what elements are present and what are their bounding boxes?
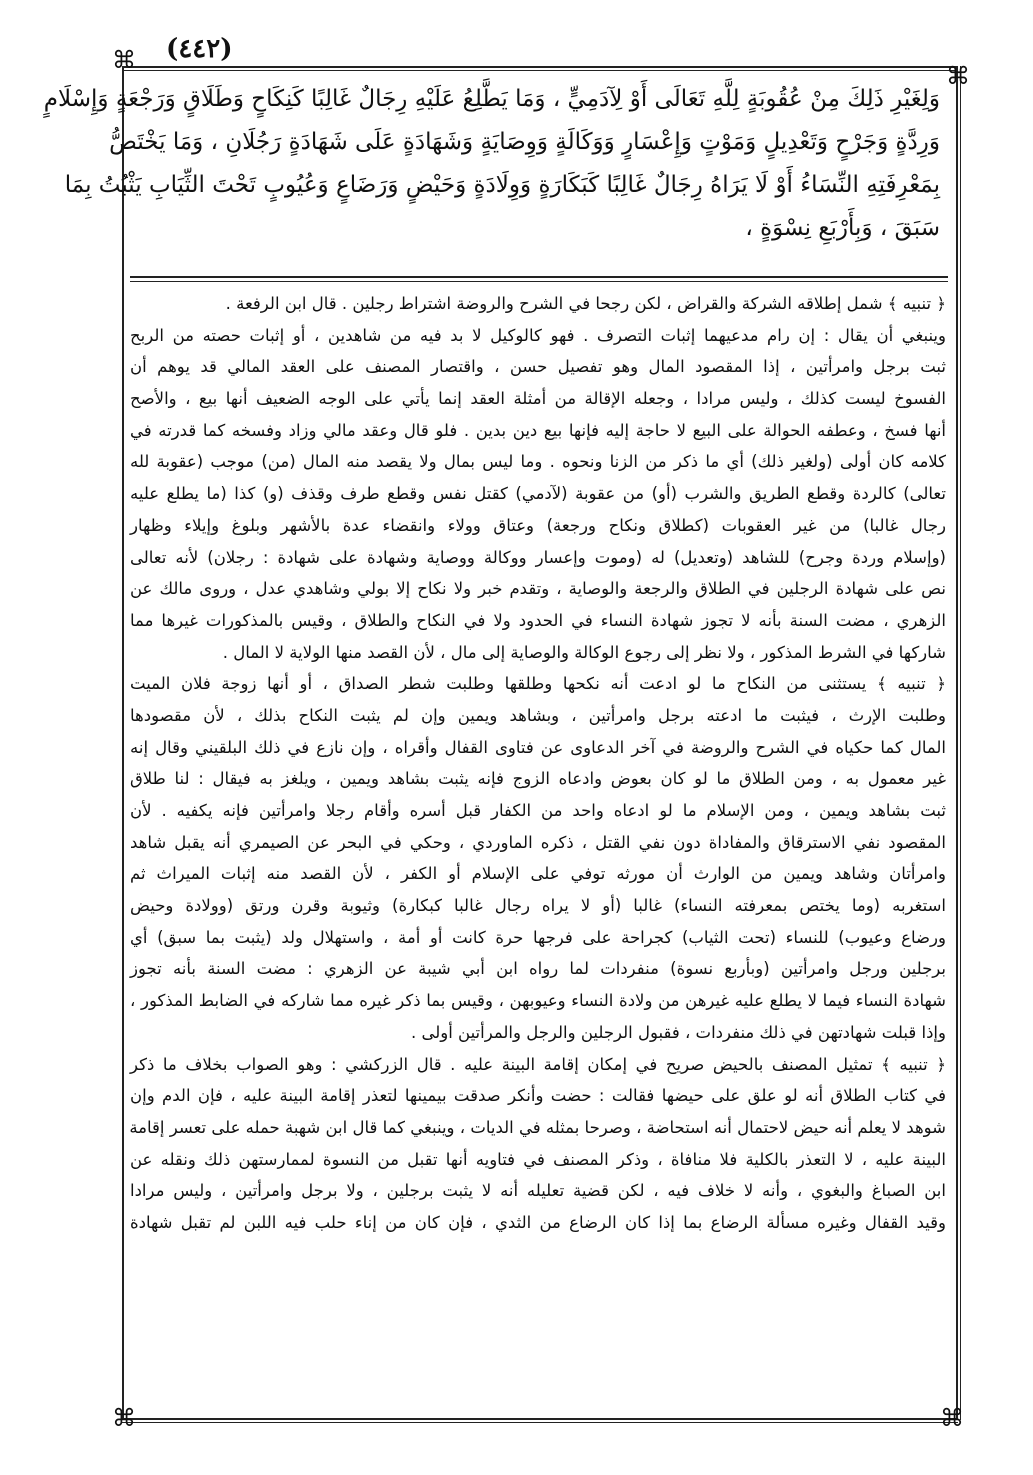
commentary-line: نص على شهادة الرجلين في الطلاق والرجعة والوصاية ، وتقدم خبر ولا نكاح إلا بولي وشاهدي عدل ، وروى مالك عن (130, 579, 946, 599)
commentary-line: وإذا قبلت شهادتهن في ذلك منفردات ، فقبول الرجلين والرجل والمرأتين أولى . (410, 1022, 946, 1042)
commentary-line: وطلبت الإرث ، فيثبت ما ادعته برجل وامرأتين ، وبشاهد ويمين وإن لم يثبت النكاح بذلك ، لأن مقصودها (130, 705, 946, 725)
commentary-line: المال كما حكياه في الشرح والروضة في آخر الدعاوى عن فتاوى القفال وأقراه ، وإن نازع في ذلك البلقيني وقال إنه (130, 737, 946, 757)
commentary-line: غير معمول به ، ومن الطلاق ما لو كان بعوض وادعاه الزوج فإنه يثبت بشاهد ويمين ، ويلغز به فيقال : لنا طلاق (130, 769, 946, 789)
matn-line: وَلِغَيْرِ ذَلِكَ مِنْ عُقُوبَةٍ لِلَّهِ تَعَالَى أَوْ لِآدَمِيٍّ ، وَمَا يَطَّلِعُ عَلَيْهِ رِجَالٌ غَالِبًا كَنِكَاحٍ وَطَلَاقٍ وَرَجْعَةٍ وَإِسْلَامٍ (43, 86, 940, 112)
commentary-line: ورضاع وعيوب) للنساء (تحت الثياب) كجراحة على فرجها حرة كانت أو أمة ، واستهلال ولد (يثبت بما سبق) أي (130, 927, 946, 947)
page-number: (٤٤٢) (166, 34, 233, 64)
commentary-line: رجال غالبا) من غير العقوبات (كطلاق ونكاح ورجعة) وعتاق وولاء وانقضاء عدة بالأشهر وبلوغ وإيلاء وظهار (130, 515, 946, 535)
commentary-line: (وإسلام وردة وجرح) للشاهد (وتعديل) له (وموت وإعسار ووكالة ووصاية وشهادة على شهادة : رجلان) لأنه تعالى (130, 547, 946, 567)
corner-ornament-icon: ⌘ (946, 62, 970, 90)
commentary-line: ﴿ تنبيه ﴾ تمثيل المصنف بالحيض صريح في إمكان إقامة البينة عليه . قال الزركشي : وهو الصواب بخلاف ما ذكر (130, 1054, 946, 1074)
commentary-line: شاركها في الشرط المذكور ، ولا نظر إلى رجوع الوكالة والوصاية إلى مال ، لأن القصد منها الولاية لا المال . (222, 642, 946, 662)
commentary-line: وقيد القفال وغيره مسألة الرضاع بما إذا كان الرضاع من الثدي ، فإن كان من إناء حلب فيه اللبن لم تقبل شهادة (130, 1212, 946, 1232)
corner-ornament-icon: ⌘ (940, 1404, 964, 1432)
commentary-line: شوهد لا يعلم أنه حيض لاحتمال أنه استحاضة ، وصرحا بمثله في الديات ، وينبغي كما قال ابن شهبة حمله على تعسر إقامة (129, 1117, 946, 1137)
commentary-line: كلامه كان أولى (ولغير ذلك) أي ما ذكر من الزنا ونحوه . وما ليس بمال ولا يقصد منه المال (من) موجب (عقوبة لله (130, 452, 946, 472)
section-divider (130, 276, 948, 278)
commentary-line: وامرأتان وشاهد ويمين من الوارث أن مورثه توفي على الإسلام أو الكفر ، لأن القصد منه إثبات الميراث ثم (130, 864, 946, 884)
commentary-line: في كتاب الطلاق أنه لو علق على حيضها فقالت : حضت وأنكر صدقت بيمينها لتعذر إقامة البينة عليه ، فإن الدم وإن (130, 1086, 946, 1106)
corner-ornament-icon: ⌘ (112, 46, 136, 74)
commentary-line: ﴿ تنبيه ﴾ يستثنى من النكاح ما لو ادعت أنه نكحها وطلقها وطلبت شطر الصداق ، أو أنها زوجة فلان الميت (130, 674, 946, 694)
commentary-text-block (130, 288, 946, 1239)
corner-ornament-icon: ⌘ (112, 1404, 136, 1432)
commentary-line: برجلين ورجل وامرأتين (وبأربع نسوة) منفردات لما رواه ابن أبي شيبة عن الزهري : مضت السنة بأنه تجوز (130, 959, 946, 979)
matn-line: بِمَعْرِفَتِهِ النِّسَاءُ أَوْ لَا يَرَاهُ رِجَالٌ غَالِبًا كَبَكَارَةٍ وَوِلَادَةٍ وَحَيْضٍ وَرَضَاعٍ وَعُيُوبٍ تَحْتَ الثِّيَابِ يَثْبُتُ بِمَا (64, 172, 940, 198)
matn-line: سَبَقَ ، وَبِأَرْبَعِ نِسْوَةٍ ، (745, 215, 940, 241)
matn-text-block (43, 78, 940, 250)
frame-right-border (956, 66, 958, 1420)
commentary-line: استغربه (وما يختص بمعرفته النساء) غالبا (أو لا يراه رجال غالبا كبكارة) وثيوبة وقرن ورتق (وولادة وحيض (130, 896, 946, 916)
commentary-line: ثبت برجل وامرأتين ، إذا المقصود المال وهو تفصيل حسن ، واقتصار المصنف على العقد المالي قد يوهم أن (130, 357, 946, 377)
commentary-line: البينة عليه ، لا التعذر بالكلية فلا منافاة ، وذكر المصنف في فتاويه أنها تقبل من النسوة لممارستهن ذلك ونقله عن (130, 1149, 946, 1169)
commentary-line: الفسوخ ليست كذلك ، وليس مرادا ، وجعله الإقالة من أمثلة العقد إنما يأتي على الوجه الضعيف أنها بيع ، والأصح (130, 389, 946, 409)
commentary-line: ثبت بشاهد ويمين ، ومن الإسلام ما لو ادعاه واحد من الكفار قبل أسره وأقام رجلا وامرأتين فإنه يكفيه . لأن (130, 801, 946, 820)
frame-left-border (122, 66, 124, 1420)
commentary-line: ﴿ تنبيه ﴾ شمل إطلاقه الشركة والقراض ، لكن رجحا في الشرح والروضة اشتراط رجلين . قال ابن الرفعة . (225, 294, 946, 313)
commentary-line: شهادة النساء فيما لا يطلع عليه غيرهن من ولادة النساء وعيوبهن ، وقيس بما ذكر غيره مما شاركه في الضابط المذكور ، (130, 991, 946, 1011)
commentary-line: تعالى) كالردة وقطع الطريق والشرب (أو) من عقوبة (لآدمي) كقتل نفس وقطع طرف وقذف (و) كذا (ما يطلع عليه (130, 484, 946, 504)
commentary-line: الزهري ، مضت السنة بأنه لا تجوز شهادة النساء في الحدود ولا في النكاح والطلاق ، وقيس بالمذكورات غيرها مما (130, 610, 946, 630)
commentary-line: أنها فسخ ، وعطفه الحوالة على البيع لا حاجة إليه فإنها بيع دين بدين . فلو قال وعقد مالي وزاد وفسخه كما قدرته في (130, 420, 946, 440)
matn-line: وَرِدَّةٍ وَجَرْحٍ وَتَعْدِيلٍ وَمَوْتٍ وَإِعْسَارٍ وَوَكَالَةٍ وَوِصَايَةٍ وَشَهَادَةٍ عَلَى شَهَادَةٍ رَجُلَانِ ، وَمَا يَخْتَصُّ (109, 129, 940, 155)
frame-bottom-border (122, 1418, 958, 1420)
commentary-line: ابن الصباغ والبغوي ، وأنه لا خلاف فيه ، لكن قضية تعليله أنه لا يثبت برجلين ، ولا برجل وامرأتين ، وليس مرادا (130, 1181, 946, 1201)
frame-top-border (122, 66, 958, 68)
commentary-line: المقصود نفي الاسترقاق والمفاداة دون نفي القتل ، ذكره الماوردي ، وحكي في البحر عن الصيمري أنه يقبل شاهد (130, 832, 946, 852)
commentary-line: وينبغي أن يقال : إن رام مدعيهما إثبات التصرف . فهو كالوكيل لا بد فيه من شاهدين ، أو إثبات حصته من الربح (130, 325, 946, 345)
